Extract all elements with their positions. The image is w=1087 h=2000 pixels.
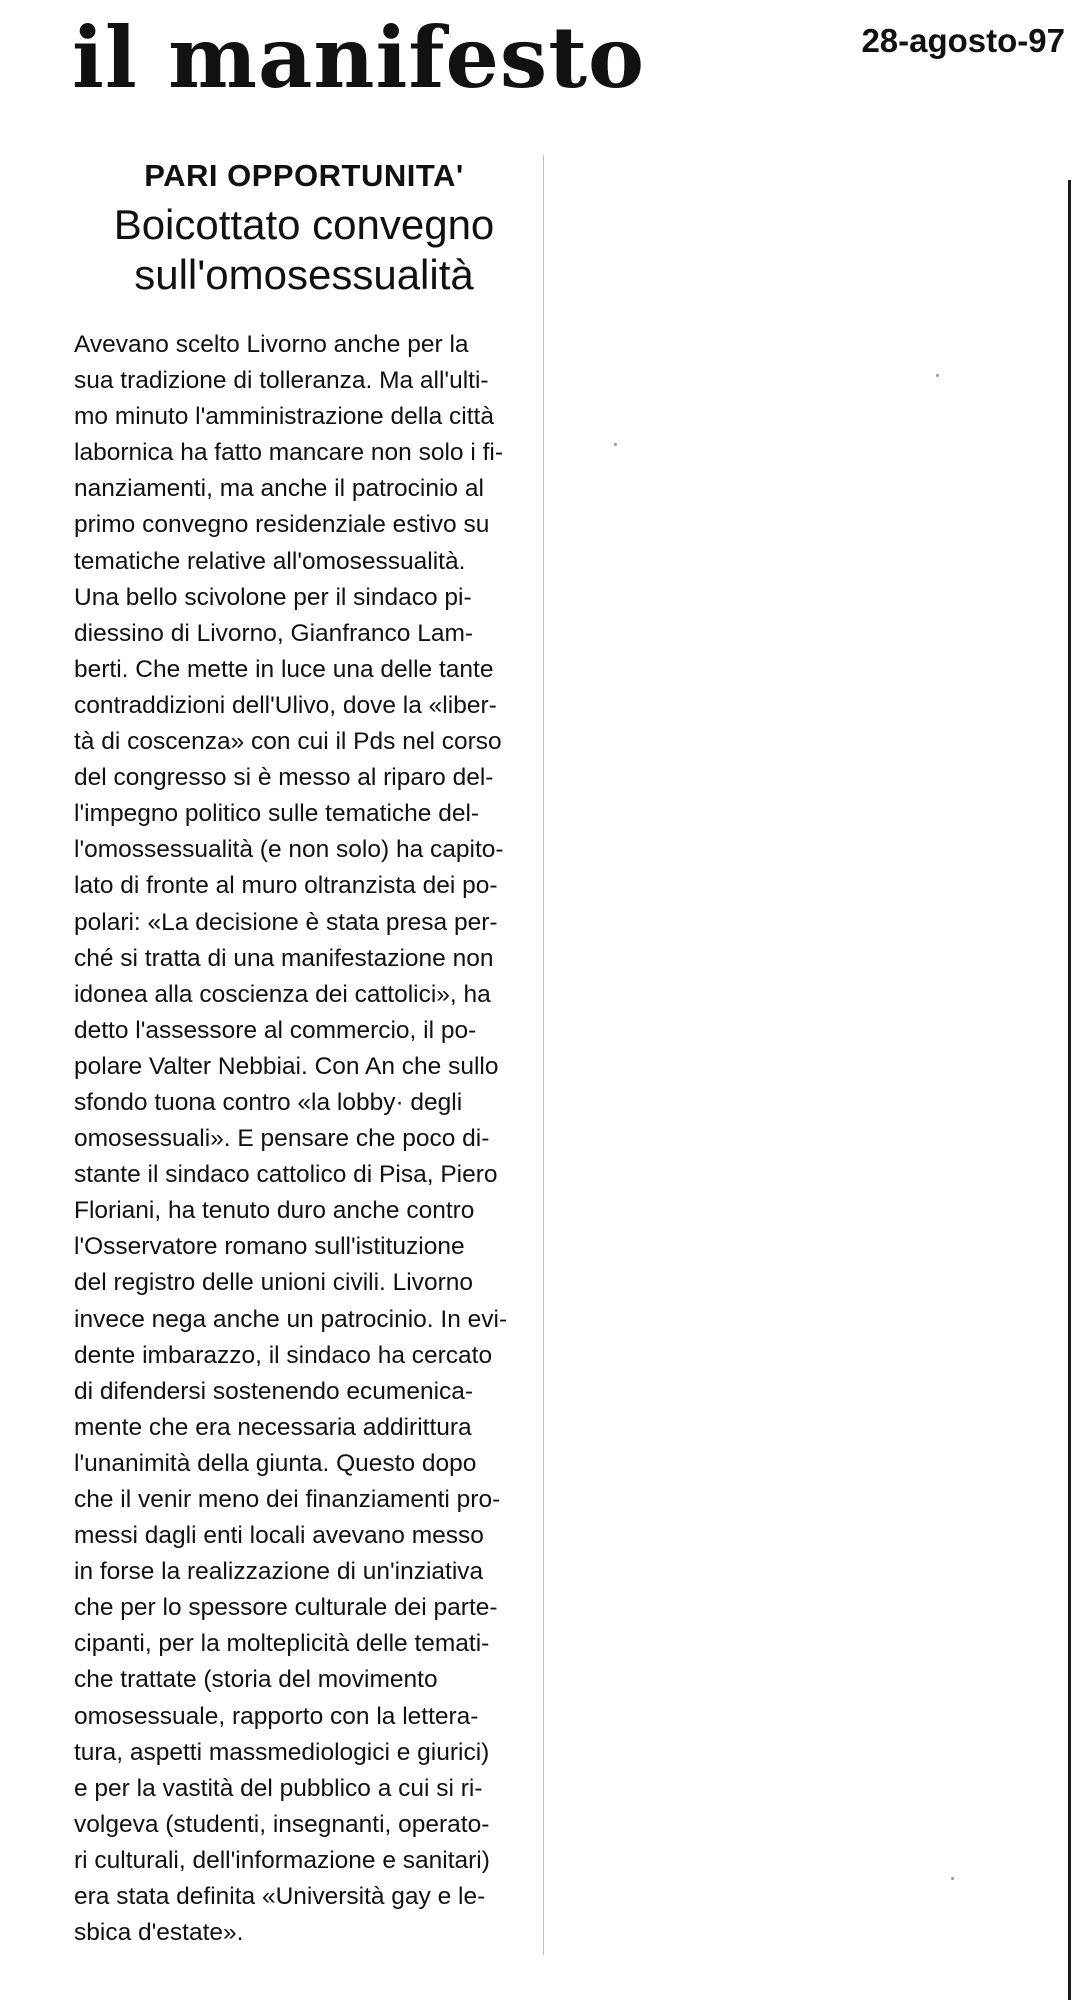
body-line: tematiche relative all'omosessualità. [74,547,466,575]
body-line: l'omossessualità (e non solo) ha capito- [74,836,504,864]
body-line: lato di fronte al muro oltranzista dei po- [74,872,498,900]
publication-date: 28-agosto-97 [861,22,1065,59]
body-line: dente imbarazzo, il sindaco ha cercato [74,1341,493,1369]
body-line: l'impegno politico sulle tematiche del- [74,800,480,828]
body-line: detto l'assessore al commercio, il po- [74,1016,477,1044]
body-line: contraddizioni dell'Ulivo, dove la «liber- [74,691,497,719]
body-line: che il venir meno dei finanziamenti pro- [74,1486,501,1513]
article-kicker: PARI OPPORTUNITA' [144,158,464,193]
body-line: cipanti, per la molteplicità delle temati- [74,1630,490,1658]
body-line: in forse la realizzazione di un'inziativa [74,1558,484,1586]
body-line: l'Osservatore romano sull'istituzione [74,1233,465,1261]
body-line: primo convegno residenziale estivo su [74,511,490,539]
body-line: invece nega anche un patrocinio. In evi- [74,1305,508,1333]
body-line: Avevano scelto Livorno anche per la [74,331,469,358]
body-line: polare Valter Nebbiai. Con An che sullo [74,1052,499,1080]
body-line: mo minuto l'amministrazione della città [74,403,494,431]
headline-line: sull'omosessualità [134,251,474,298]
body-line: omosessuale, rapporto con la lettera- [74,1702,479,1730]
body-line: sua tradizione di tolleranza. Ma all'ulti- [74,367,489,395]
body-line: nanziamenti, ma anche il patrocinio al [74,475,484,503]
body-line: del congresso si è messo al riparo del- [74,764,494,792]
page-edge-rule [1068,180,1071,2000]
body-line: volgeva (studenti, insegnanti, operato- [74,1810,490,1838]
headline-line: Boicottato convegno [113,201,495,248]
body-line: tà di coscenza» con cui il Pds nel corso [74,728,502,756]
body-line: ché si tratta di una manifestazione non [74,944,494,972]
scan-speck [614,443,617,446]
body-line: omosessuali». E pensare che poco di- [74,1125,490,1153]
body-line: sbica d'estate». [74,1919,244,1947]
body-line: mente che era necessaria addirittura [74,1413,472,1441]
body-line: diessino di Livorno, Gianfranco Lam- [74,619,474,647]
body-line: Una bello scivolone per il sindaco pi- [74,583,472,611]
body-line: polari: «La decisione è stata presa per- [74,908,498,936]
body-line: Floriani, ha tenuto duro anche contro [74,1197,475,1225]
body-line: tura, aspetti massmediologici e giurici) [74,1738,490,1766]
scan-speck [951,1877,954,1880]
body-line: labornica ha fatto mancare non solo i fi- [74,439,503,467]
column-rule [543,155,544,1955]
body-line: messi dagli enti locali avevano messo [74,1522,484,1550]
body-line: che trattate (storia del movimento [74,1666,438,1694]
body-line: ri culturali, dell'informazione e sanitari) [74,1846,490,1874]
body-line: idonea alla coscienza dei cattolici», ha [74,980,491,1008]
body-line: del registro delle unioni civili. Livorno [74,1269,474,1297]
body-line: che per lo spessore culturale dei parte- [74,1594,498,1622]
article-body [74,327,522,1951]
body-line: berti. Che mette in luce una delle tante [74,655,494,683]
body-line: stante il sindaco cattolico di Pisa, Piero [74,1161,498,1189]
scan-speck [936,374,939,377]
body-line: l'unanimità della giunta. Questo dopo [74,1449,477,1477]
body-line: era stata definita «Università gay e le- [74,1883,486,1911]
body-line: sfondo tuona contro «la lobby· degli [74,1088,463,1116]
body-line: di difendersi sostenendo ecumenica- [74,1377,474,1405]
masthead: il manifesto [72,8,646,107]
body-line: e per la vastità del pubblico a cui si ri- [74,1774,483,1802]
article-headline [76,200,532,300]
